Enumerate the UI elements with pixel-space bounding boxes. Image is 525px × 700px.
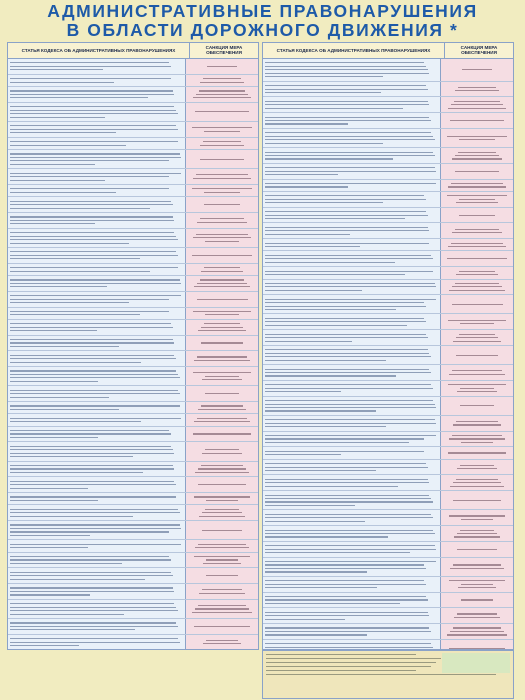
- article-text: [263, 59, 441, 81]
- header-sanction: САНКЦИЯ МЕРА ОБЕСПЕЧЕНИЯ: [205, 45, 243, 56]
- article-text: [8, 248, 186, 263]
- sanction-text: [441, 526, 513, 541]
- table-row: [263, 416, 513, 432]
- article-text: [8, 59, 186, 74]
- table-row: [263, 192, 513, 208]
- table-row: [263, 59, 513, 82]
- article-text: [263, 640, 441, 650]
- table-row: [8, 308, 258, 320]
- sanction-text: [441, 608, 513, 623]
- sanction-text: [441, 381, 513, 396]
- article-text: [8, 197, 186, 212]
- table-row: [8, 276, 258, 292]
- article-text: [8, 367, 186, 385]
- table-row: [263, 97, 513, 113]
- table-row: [263, 397, 513, 416]
- sanction-text: [186, 367, 258, 385]
- table-row: [263, 593, 513, 609]
- sanction-text: [186, 505, 258, 520]
- table-row: [263, 280, 513, 296]
- sanction-text: [186, 386, 258, 401]
- table-row: [8, 584, 258, 600]
- article-text: [263, 608, 441, 623]
- sanction-text: [441, 330, 513, 345]
- table-row: [8, 462, 258, 478]
- article-text: [8, 103, 186, 121]
- article-text: [263, 447, 441, 458]
- article-text: [8, 477, 186, 492]
- sanction-text: [441, 148, 513, 163]
- sanction-text: [441, 624, 513, 639]
- sanction-text: [186, 442, 258, 460]
- table-row: [263, 608, 513, 624]
- article-text: [263, 148, 441, 163]
- article-text: [8, 308, 186, 319]
- sanction-text: [441, 251, 513, 266]
- sanction-text: [441, 558, 513, 576]
- sanction-text: [441, 223, 513, 238]
- footnote-highlight: [442, 653, 510, 673]
- title-line-2: В ОБЛАСТИ ДОРОЖНОГО ДВИЖЕНИЯ *: [66, 20, 459, 40]
- table-row: [263, 251, 513, 267]
- article-text: [263, 129, 441, 147]
- sanction-text: [441, 432, 513, 447]
- article-text: [263, 82, 441, 97]
- article-text: [263, 475, 441, 490]
- article-text: [263, 416, 441, 431]
- table-row: [263, 640, 513, 650]
- sanction-text: [186, 169, 258, 184]
- article-text: [8, 427, 186, 442]
- sanction-text: [186, 75, 258, 86]
- table-row: [263, 239, 513, 251]
- sanction-text: [441, 97, 513, 112]
- table-row: [8, 185, 258, 197]
- sanction-text: [441, 295, 513, 313]
- sanction-text: [186, 197, 258, 212]
- article-text: [263, 624, 441, 639]
- table-row: [8, 442, 258, 461]
- table-row: [8, 540, 258, 552]
- article-text: [8, 600, 186, 618]
- table-row: [263, 314, 513, 330]
- article-text: [263, 593, 441, 608]
- sanction-text: [186, 308, 258, 319]
- table-row: [8, 414, 258, 426]
- article-text: [263, 180, 441, 191]
- article-text: [8, 351, 186, 366]
- sanction-text: [186, 213, 258, 228]
- table-row: [263, 510, 513, 526]
- sanction-text: [441, 180, 513, 191]
- article-text: [8, 138, 186, 149]
- article-text: [8, 402, 186, 413]
- article-text: [263, 314, 441, 329]
- sanction-text: [186, 584, 258, 599]
- sanction-text: [186, 336, 258, 351]
- article-text: [263, 330, 441, 345]
- article-text: [263, 113, 441, 128]
- table-row: [8, 367, 258, 386]
- article-text: [8, 442, 186, 460]
- table-header: [8, 43, 258, 59]
- sanction-text: [186, 264, 258, 275]
- article-text: [263, 267, 441, 278]
- article-text: [263, 223, 441, 238]
- article-text: [8, 87, 186, 102]
- sanction-text: [441, 577, 513, 592]
- table-row: [8, 75, 258, 87]
- sanction-text: [186, 553, 258, 568]
- article-text: [263, 558, 441, 576]
- sanction-text: [186, 185, 258, 196]
- article-text: [8, 540, 186, 551]
- table-row: [263, 267, 513, 279]
- left-rows: [8, 59, 258, 650]
- sanction-text: [441, 510, 513, 525]
- table-row: [8, 320, 258, 336]
- article-text: [8, 320, 186, 335]
- sanction-text: [186, 292, 258, 307]
- table-row: [8, 169, 258, 185]
- table-row: [8, 553, 258, 569]
- table-row: [263, 346, 513, 365]
- table-header: [263, 43, 513, 59]
- table-row: [263, 164, 513, 180]
- sanction-text: [186, 427, 258, 442]
- table-row: [8, 197, 258, 213]
- table-row: [8, 248, 258, 264]
- table-row: [8, 386, 258, 402]
- article-text: [8, 414, 186, 425]
- article-text: [8, 619, 186, 634]
- sanction-text: [441, 164, 513, 179]
- table-row: [8, 103, 258, 122]
- table-row: [8, 336, 258, 352]
- table-row: [263, 330, 513, 346]
- sanction-text: [186, 103, 258, 121]
- table-row: [263, 447, 513, 459]
- sanction-text: [441, 59, 513, 81]
- article-text: [263, 510, 441, 525]
- article-text: [263, 365, 441, 380]
- sanction-text: [441, 593, 513, 608]
- table-row: [8, 568, 258, 584]
- article-text: [263, 192, 441, 207]
- article-text: [8, 386, 186, 401]
- article-text: [263, 432, 441, 447]
- table-row: [8, 402, 258, 414]
- sanction-text: [186, 619, 258, 634]
- sanction-text: [441, 82, 513, 97]
- sanction-text: [441, 640, 513, 650]
- table-row: [8, 59, 258, 75]
- table-row: [8, 292, 258, 308]
- article-text: [8, 336, 186, 351]
- sanction-text: [441, 267, 513, 278]
- sanction-text: [186, 600, 258, 618]
- left-table: [7, 42, 259, 650]
- article-text: [263, 164, 441, 179]
- article-text: [8, 213, 186, 228]
- sanction-text: [186, 138, 258, 149]
- sanction-text: [441, 460, 513, 475]
- article-text: [263, 97, 441, 112]
- article-text: [263, 397, 441, 415]
- table-row: [263, 558, 513, 577]
- article-text: [8, 75, 186, 86]
- sanction-text: [441, 416, 513, 431]
- sanction-text: [186, 493, 258, 504]
- article-text: [263, 526, 441, 541]
- right-table: [262, 42, 514, 650]
- article-text: [8, 553, 186, 568]
- header-article: СТАТЬЯ КОДЕКСА ОБ АДМИНИСТРАТИВНЫХ ПРАВОНАРУШЕНИЯХ: [263, 43, 445, 58]
- sanction-text: [441, 447, 513, 458]
- sanction-text: [441, 208, 513, 223]
- sanction-text: [186, 568, 258, 583]
- table-row: [263, 432, 513, 448]
- article-text: [263, 346, 441, 364]
- article-text: [263, 239, 441, 250]
- page-title: [0, 2, 525, 40]
- table-row: [8, 635, 258, 650]
- table-row: [8, 477, 258, 493]
- sanction-text: [441, 346, 513, 364]
- article-text: [8, 635, 186, 650]
- article-text: [8, 568, 186, 583]
- article-text: [263, 381, 441, 396]
- article-text: [8, 276, 186, 291]
- sanction-text: [441, 365, 513, 380]
- table-row: [263, 129, 513, 148]
- article-text: [8, 264, 186, 275]
- sanction-text: [441, 475, 513, 490]
- table-row: [263, 208, 513, 224]
- sanction-text: [186, 248, 258, 263]
- article-text: [263, 460, 441, 475]
- sanction-text: [186, 521, 258, 539]
- sanction-text: [441, 239, 513, 250]
- sanction-text: [441, 397, 513, 415]
- header-article: СТАТЬЯ КОДЕКСА ОБ АДМИНИСТРАТИВНЫХ ПРАВОНАРУШЕНИЯХ: [8, 43, 190, 58]
- article-text: [8, 122, 186, 137]
- article-text: [8, 185, 186, 196]
- article-text: [263, 280, 441, 295]
- sanction-text: [441, 314, 513, 329]
- table-row: [8, 122, 258, 138]
- table-row: [263, 295, 513, 314]
- table-row: [263, 542, 513, 558]
- table-row: [8, 493, 258, 505]
- right-rows: [263, 59, 513, 650]
- table-row: [263, 475, 513, 491]
- sanction-text: [186, 402, 258, 413]
- article-text: [263, 251, 441, 266]
- article-text: [8, 584, 186, 599]
- table-row: [8, 138, 258, 150]
- sanction-text: [441, 129, 513, 147]
- header-sanction: САНКЦИЯ МЕРА ОБЕСПЕЧЕНИЯ: [460, 45, 498, 56]
- sanction-text: [186, 635, 258, 650]
- article-text: [8, 521, 186, 539]
- sanction-text: [186, 229, 258, 247]
- sanction-text: [186, 351, 258, 366]
- table-row: [8, 505, 258, 521]
- table-row: [263, 148, 513, 164]
- table-row: [263, 624, 513, 640]
- table-row: [263, 365, 513, 381]
- sanction-text: [186, 414, 258, 425]
- sanction-text: [441, 192, 513, 207]
- table-row: [263, 180, 513, 192]
- table-row: [263, 381, 513, 397]
- table-row: [8, 619, 258, 635]
- article-text: [263, 577, 441, 592]
- sanction-text: [186, 59, 258, 74]
- table-row: [263, 82, 513, 98]
- sanction-text: [186, 122, 258, 137]
- article-text: [8, 493, 186, 504]
- table-row: [263, 223, 513, 239]
- table-row: [263, 113, 513, 129]
- table-row: [8, 351, 258, 367]
- sanction-text: [186, 462, 258, 477]
- table-row: [263, 577, 513, 593]
- article-text: [263, 491, 441, 509]
- article-text: [8, 505, 186, 520]
- article-text: [8, 169, 186, 184]
- table-row: [8, 264, 258, 276]
- table-row: [8, 521, 258, 540]
- sanction-text: [186, 320, 258, 335]
- sanction-text: [186, 150, 258, 168]
- sanction-text: [441, 491, 513, 509]
- table-row: [8, 600, 258, 619]
- title-line-1: АДМИНИСТРАТИВНЫЕ ПРАВОНАРУШЕНИЯ: [47, 1, 478, 21]
- table-row: [263, 460, 513, 476]
- table-row: [8, 229, 258, 248]
- article-text: [8, 229, 186, 247]
- sanction-text: [441, 542, 513, 557]
- sanction-text: [441, 280, 513, 295]
- sanction-text: [441, 113, 513, 128]
- article-text: [263, 542, 441, 557]
- sanction-text: [186, 276, 258, 291]
- table-row: [8, 213, 258, 229]
- table-row: [8, 427, 258, 443]
- article-text: [8, 150, 186, 168]
- article-text: [8, 462, 186, 477]
- sanction-text: [186, 87, 258, 102]
- sanction-text: [186, 540, 258, 551]
- table-row: [263, 526, 513, 542]
- table-row: [263, 491, 513, 510]
- sanction-text: [186, 477, 258, 492]
- article-text: [263, 295, 441, 313]
- footnote-box: [262, 650, 514, 699]
- table-row: [8, 87, 258, 103]
- article-text: [263, 208, 441, 223]
- table-row: [8, 150, 258, 169]
- article-text: [8, 292, 186, 307]
